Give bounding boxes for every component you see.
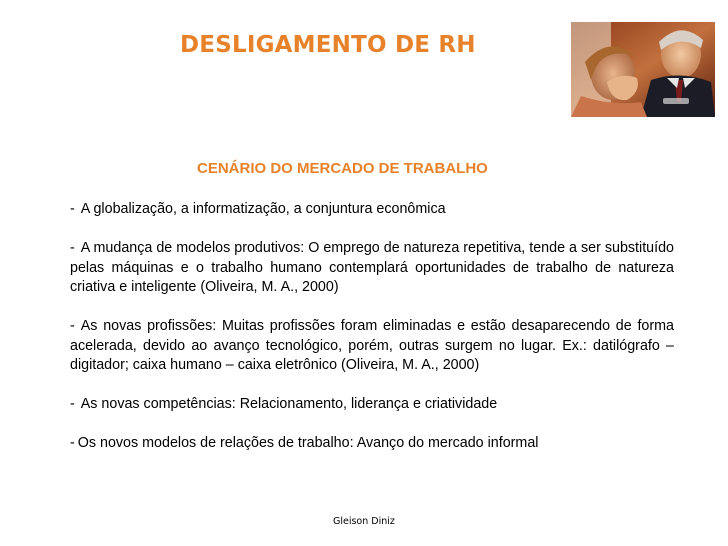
slide-title: DESLIGAMENTO DE RH xyxy=(180,32,476,58)
list-item xyxy=(70,239,674,298)
bullet-marker: - xyxy=(70,201,75,217)
business-people-photo xyxy=(571,22,715,117)
list-item xyxy=(70,317,674,376)
list-item-text: As novas profissões: Muitas profissões foram eliminadas e estão desaparecendo de forma acelerada, devido ao avanço tecnológico, porém, outras surgem no lugar. Ex.: datilógrafo – digitador; caixa humano – caixa eletrônico (Oliveira, M. A., 2000) xyxy=(70,318,674,373)
bullet-marker: - xyxy=(70,396,75,412)
list-item-text: A mudança de modelos produtivos: O emprego de natureza repetitiva, tende a ser substituído pelas máquinas e o trabalho humano contemplará oportunidades de trabalho de natureza criativa e inteligente (Oliveira, M. A., 2000) xyxy=(70,240,674,295)
footer-author: Gleison Diniz xyxy=(333,516,395,527)
business-people-photo-illustration xyxy=(571,22,715,117)
list-item xyxy=(70,434,674,454)
slide-subtitle: CENÁRIO DO MERCADO DE TRABALHO xyxy=(197,160,488,177)
list-item-text: As novas competências: Relacionamento, liderança e criatividade xyxy=(80,396,498,412)
bullet-marker: - xyxy=(70,318,75,334)
bullet-list xyxy=(70,200,674,473)
bullet-marker: - xyxy=(70,435,75,451)
list-item xyxy=(70,200,674,220)
list-item xyxy=(70,395,674,415)
list-item-text: Os novos modelos de relações de trabalho: Avanço do mercado informal xyxy=(77,435,539,451)
bullet-marker: - xyxy=(70,240,75,256)
list-item-text: A globalização, a informatização, a conjuntura econômica xyxy=(80,201,446,217)
